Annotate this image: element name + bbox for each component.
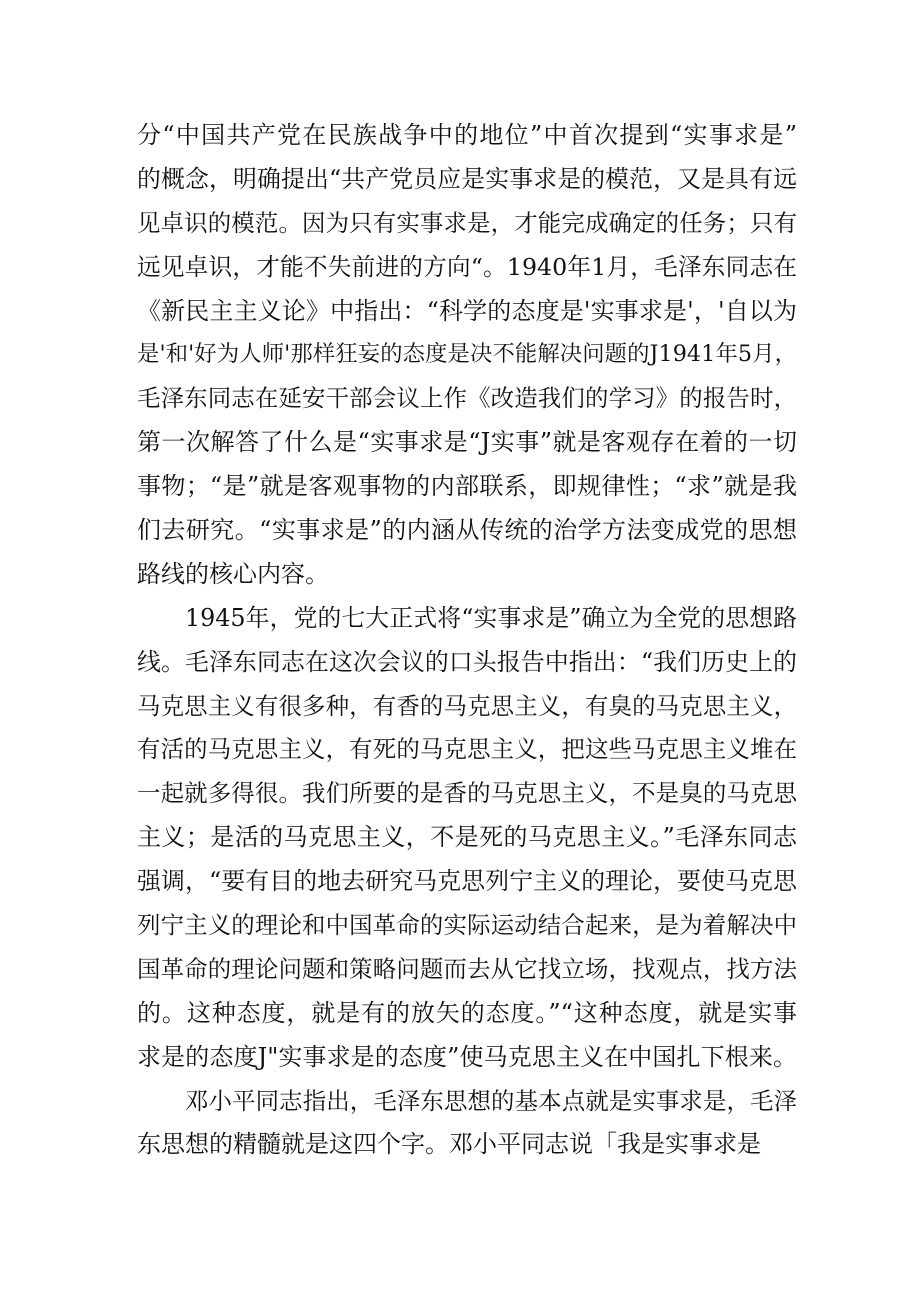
text-line: 邓小平同志指出，毛泽东思想的基本点就是实事求是，毛泽 xyxy=(185,1086,797,1115)
text-line: 路线的核心内容。 xyxy=(137,559,329,588)
text-line: 线。毛泽东同志在这次会议的口头报告中指出：“我们历史上的 xyxy=(137,647,797,676)
text-line: 主义；是活的马克思主义，不是死的马克思主义。”毛泽东同志 xyxy=(137,823,797,852)
text-line: 第一次解答了什么是“实事求是“J实事”就是客观存在着的一切 xyxy=(137,428,797,457)
text-line: 列宁主义的理论和中国革命的实际运动结合起来，是为着解决中 xyxy=(137,911,797,940)
text-line: 的。这种态度，就是有的放矢的态度。”“这种态度，就是实事 xyxy=(137,998,797,1027)
text-line: 一起就多得很。我们所要的是香的马克思主义，不是臭的马克思 xyxy=(137,779,797,808)
text-line: 马克思主义有很多种，有香的马克思主义，有臭的马克思主义， xyxy=(137,691,797,720)
text-line: 事物；“是”就是客观事物的内部联系，即规律性；“求”就是我 xyxy=(137,472,797,501)
text-line: 见卓识的模范。因为只有实事求是，才能完成确定的任务；只有 xyxy=(137,208,797,237)
text-line: 1945年，党的七大正式将“实事求是”确立为全党的思想路 xyxy=(185,603,797,632)
text-line: 远见卓识，才能不失前进的方向“。1940年1月，毛泽东同志在 xyxy=(137,252,797,281)
text-line: 是'和'好为人师'那样狂妄的态度是决不能解决问题的J1941年5月， xyxy=(137,341,797,368)
text-line: 东思想的精髓就是这四个字。邓小平同志说「我是实事求是 xyxy=(137,1130,761,1159)
text-line: 毛泽东同志在延安干部会议上作《改造我们的学习》的报告时， xyxy=(137,384,797,413)
text-line: 《新民主主义论》中指出：“科学的态度是'实事求是'，'自以为 xyxy=(137,296,797,325)
text-line: 分“中国共产党在民族战争中的地位”中首次提到“实事求是” xyxy=(137,121,797,149)
body-text xyxy=(137,114,797,1167)
text-line: 的概念，明确提出“共产党员应是实事求是的模范，又是具有远 xyxy=(137,164,797,193)
text-line: 强调，“要有目的地去研究马克思列宁主义的理论，要使马克思 xyxy=(137,867,797,896)
text-line: 国革命的理论问题和策略问题而去从它找立场，找观点，找方法 xyxy=(137,954,797,983)
text-line: 们去研究。“实事求是”的内涵从传统的治学方法变成党的思想 xyxy=(137,516,797,545)
text-line: 有活的马克思主义，有死的马克思主义，把这些马克思主义堆在 xyxy=(137,735,797,764)
text-line: 求是的态度J"实事求是的态度”使马克思主义在中国扎下根来。 xyxy=(137,1042,797,1071)
